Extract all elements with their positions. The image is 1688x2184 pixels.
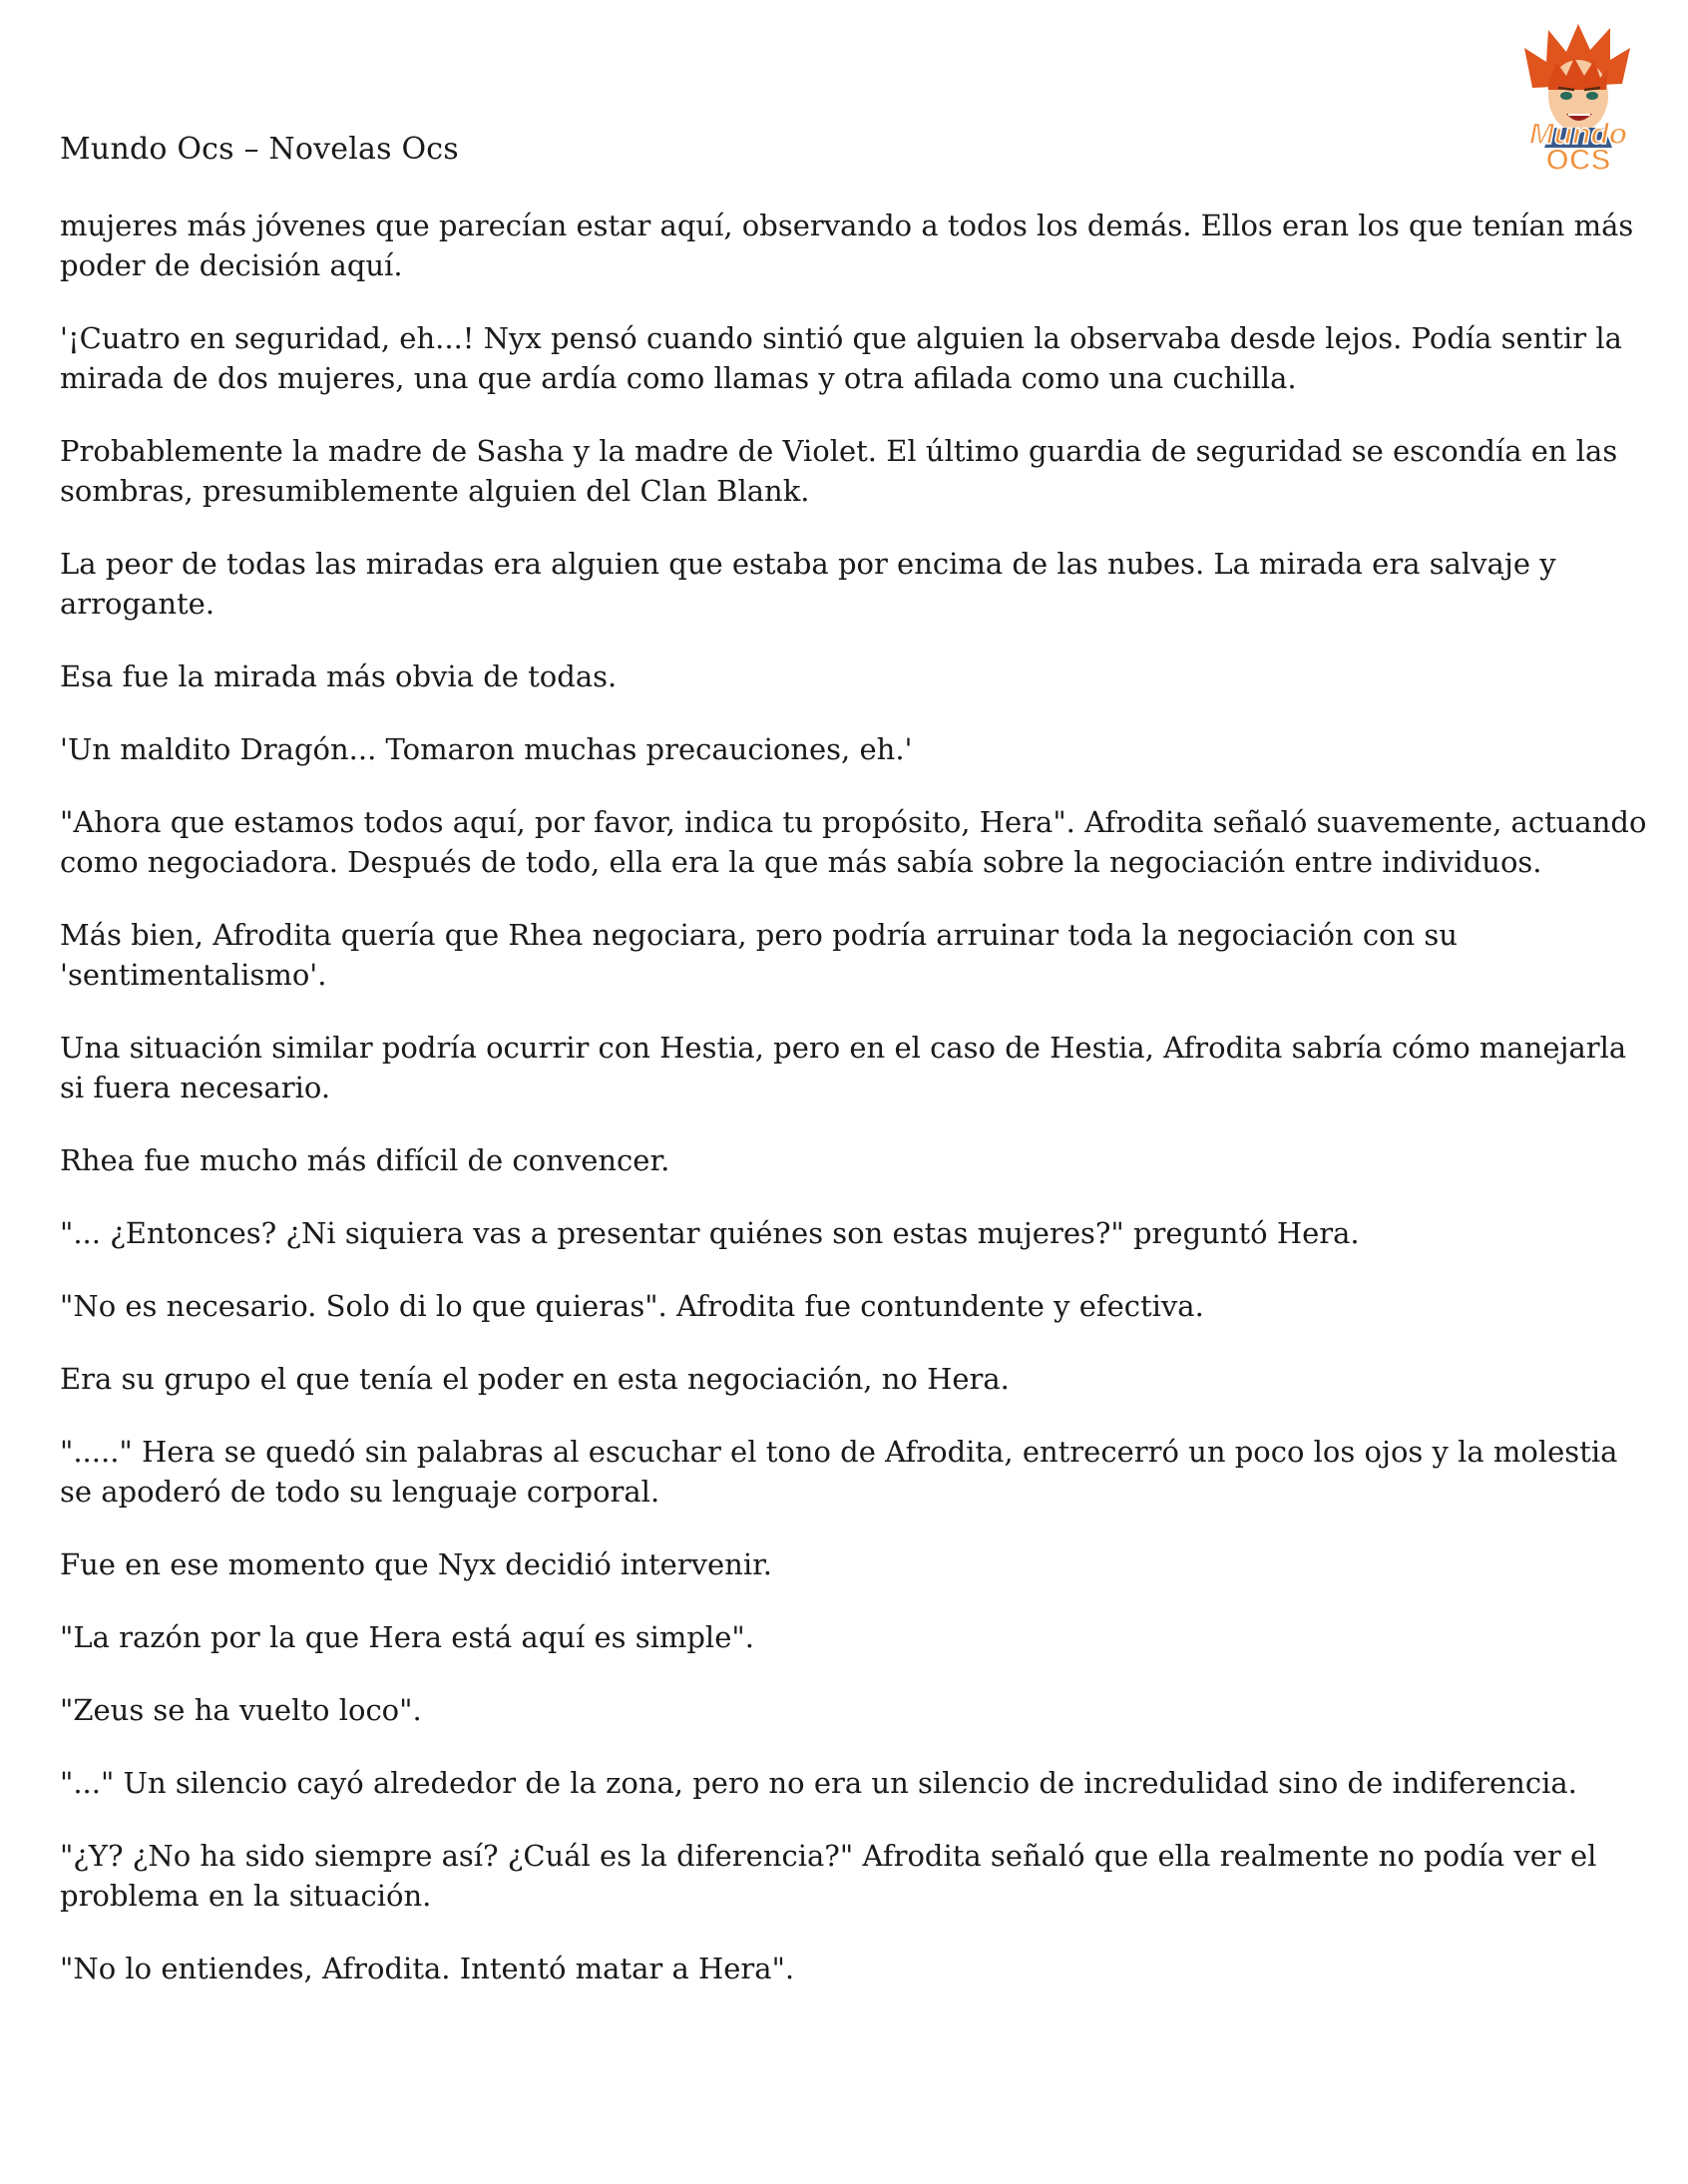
paragraph: Fue en ese momento que Nyx decidió intervenir.: [60, 1547, 773, 1581]
paragraph: Esa fue la mirada más obvia de todas.: [60, 659, 618, 693]
paragraph: 'Un maldito Dragón... Tomaron muchas precauciones, eh.': [60, 732, 913, 766]
paragraph: "..." Un silencio cayó alrededor de la zona, pero no era un silencio de incredulidad sino de indiferencia.: [60, 1766, 1577, 1800]
logo-text-bottom: OCS: [1545, 144, 1611, 177]
paragraph: Rhea fue mucho más difícil de convencer.: [60, 1143, 670, 1177]
paragraph: "¿Y? ¿No ha sido siempre así? ¿Cuál es la diferencia?" Afrodita señaló que ella realmente no podía ver el problema en la situación.: [60, 1839, 1597, 1913]
paragraph: La peor de todas las miradas era alguien que estaba por encima de las nubes. La mirada era salvaje y arrogante.: [60, 547, 1556, 621]
logo-text-top: Mundo: [1528, 118, 1628, 151]
paragraph: "....." Hera se quedó sin palabras al escuchar el tono de Afrodita, entrecerró un poco los ojos y la molestia se apoderó de todo su lenguaje corporal.: [60, 1435, 1618, 1509]
paragraph: "Zeus se ha vuelto loco".: [60, 1693, 422, 1727]
document-body: [60, 206, 1656, 2021]
paragraph: Era su grupo el que tenía el poder en esta negociación, no Hera.: [60, 1362, 1010, 1396]
page-header: Mundo Ocs – Novelas Ocs: [60, 132, 459, 167]
paragraph: "No lo entiendes, Afrodita. Intentó matar a Hera".: [60, 1952, 795, 1985]
paragraph: "La razón por la que Hera está aquí es simple".: [60, 1620, 754, 1654]
mundo-ocs-logo-icon: [1502, 18, 1654, 178]
paragraph: Probablemente la madre de Sasha y la madre de Violet. El último guardia de seguridad se escondía en las sombras, presumiblemente alguien del Clan Blank.: [60, 434, 1618, 508]
paragraph: "Ahora que estamos todos aquí, por favor, indica tu propósito, Hera". Afrodita señaló suavemente, actuando como negociadora. Después de todo, ella era la que más sabía sobre la negociación entre individuos.: [60, 805, 1647, 879]
paragraph: Una situación similar podría ocurrir con Hestia, pero en el caso de Hestia, Afrodita sabría cómo manejarla si fuera necesario.: [60, 1031, 1627, 1104]
paragraph: mujeres más jóvenes que parecían estar aquí, observando a todos los demás. Ellos eran los que tenían más poder de decisión aquí.: [60, 209, 1634, 282]
paragraph: '¡Cuatro en seguridad, eh...! Nyx pensó cuando sintió que alguien la observaba desde lejos. Podía sentir la mirada de dos mujeres, una que ardía como llamas y otra afilada como una cuchilla.: [60, 321, 1622, 395]
paragraph: "No es necesario. Solo di lo que quieras". Afrodita fue contundente y efectiva.: [60, 1289, 1204, 1323]
paragraph: Más bien, Afrodita quería que Rhea negociara, pero podría arruinar toda la negociación con su 'sentimentalismo'.: [60, 918, 1458, 992]
paragraph: "... ¿Entonces? ¿Ni siquiera vas a presentar quiénes son estas mujeres?" preguntó Hera.: [60, 1216, 1360, 1250]
